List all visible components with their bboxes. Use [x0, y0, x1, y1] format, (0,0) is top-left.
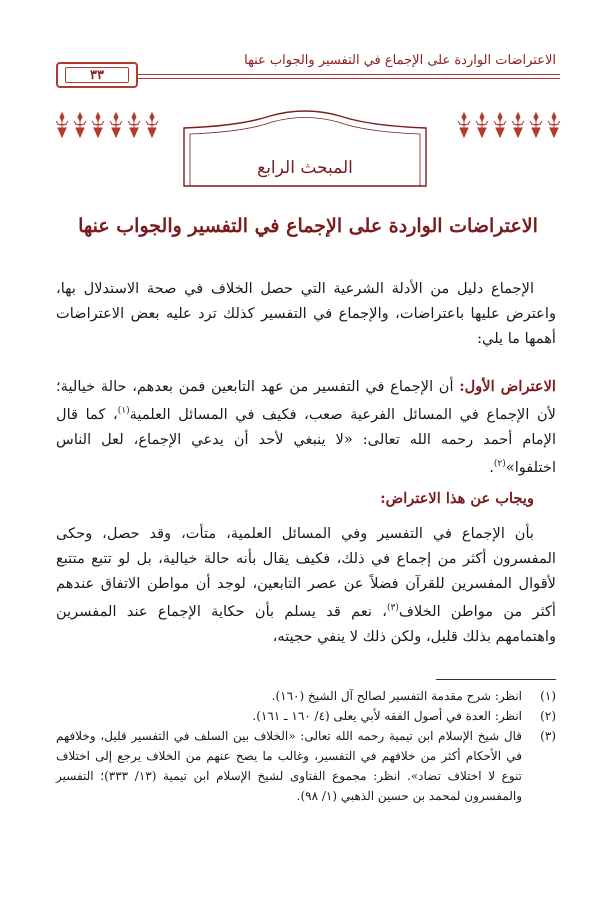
footnote-ref-2: (٢) — [493, 458, 506, 469]
ornament-icon — [546, 112, 562, 138]
footnote-ref-1: (١) — [117, 406, 130, 416]
ornament-icon — [456, 112, 472, 138]
footnotes — [56, 686, 556, 806]
footnote-text: انظر: العدة في أصول الفقه لأبي يعلى (٤/ ١٦٠ ـ ١٦١). — [252, 709, 522, 723]
objection-text-c: . — [489, 458, 494, 476]
section-heading: المبحث الرابع — [257, 158, 353, 178]
ornament-icon — [510, 112, 526, 138]
ornament-icon — [54, 112, 70, 138]
answer-text-a: بأن الإجماع في التفسير وفي المسائل العلمية، متأت، وقد حصل، وحكى المفسرون أكثر من إجماع في ذلك، فكيف يقال بأنه حالة خيالية، بل لو تتبع متتبع لأقوال المفسرين للقرآن فضلاً عن عصر التابعين، لوجد أن مواطن الاتفاق عندهم أكثر من مواطن الخلاف — [56, 525, 556, 620]
footnote-number: (٣) — [540, 729, 556, 743]
ornament-icon — [492, 112, 508, 138]
footnote-text: انظر: شرح مقدمة التفسير لصالح آل الشيخ (١٦٠). — [271, 689, 522, 703]
footnote-number: (٢) — [540, 709, 556, 723]
answer-text-b: ، نعم قد يسلم بأن حكاية الإجماع عند المفسرين واهتمامهم بذلك قليل، ولكن ذلك لا ينفي حجيته، — [56, 602, 556, 645]
ornament-icon — [90, 112, 106, 138]
running-header-title: الاعتراضات الواردة على الإجماع في التفسير والجواب عنها — [244, 53, 556, 68]
paragraph-intro: الإجماع دليل من الأدلة الشرعية التي حصل الخلاف في صحة الاستدلال بها، واعترض عليها باعتراضات، والإجماع في التفسير كذلك ترد عليه بعض الاعتراضات أهمها ما يلي: — [56, 280, 556, 347]
chapter-title: الاعتراضات الواردة على الإجماع في التفسير والجواب عنها — [78, 215, 538, 237]
footnote-separator — [436, 679, 556, 680]
paragraph-answer — [56, 521, 556, 649]
ornament-icon — [474, 112, 490, 138]
footnote-item — [56, 726, 556, 806]
ornament-row-left — [54, 112, 160, 138]
footnote-text: قال شيخ الإسلام ابن تيمية رحمه الله تعالى: «الخلاف بين السلف في التفسير قليل، وخلافهم في الأحكام أكثر من خلافهم في التفسير، وغالب ما يصح عنهم من الخلاف يرجع إلى اختلاف تنوع لا اختلاف تضاد». انظر: مجموع الفتاوى لشيخ الإسلام ابن تيمية (١٣/ ٣٣٣)؛ التفسير والمفسرون لمحمد بن حسين الذهبي (١/ ٩٨). — [56, 729, 522, 803]
footnote-ref-3: (٣) — [387, 603, 399, 613]
ornament-icon — [528, 112, 544, 138]
footnote-item — [56, 706, 556, 726]
ornament-icon — [72, 112, 88, 138]
objection-heading: الاعتراض الأول: — [459, 378, 556, 395]
answer-heading: ويجاب عن هذا الاعتراض: — [380, 490, 534, 507]
ornament-icon — [144, 112, 160, 138]
page-number-badge — [56, 62, 138, 88]
ornament-icon — [108, 112, 124, 138]
objection-text-a: أن الإجماع في التفسير من عهد التابعين فمن بعدهم، حالة خيالية؛ لأن الإجماع في المسائل الفرعية صعب، فكيف في المسائل العلمية — [56, 378, 556, 423]
objection-text-b: ، كما قال الإمام أحمد رحمه الله تعالى: «لا ينبغي لأحد أن يدعي الإجماع، لعل الناس اختلفوا» — [56, 405, 556, 476]
ornament-row-right — [456, 112, 562, 138]
ornament-icon — [126, 112, 142, 138]
paragraph-objection-1 — [56, 374, 556, 480]
page-number: ٣٣ — [65, 67, 129, 83]
paragraph-answer-heading — [56, 486, 556, 511]
footnote-item — [56, 686, 556, 706]
footnote-number: (١) — [540, 689, 556, 703]
